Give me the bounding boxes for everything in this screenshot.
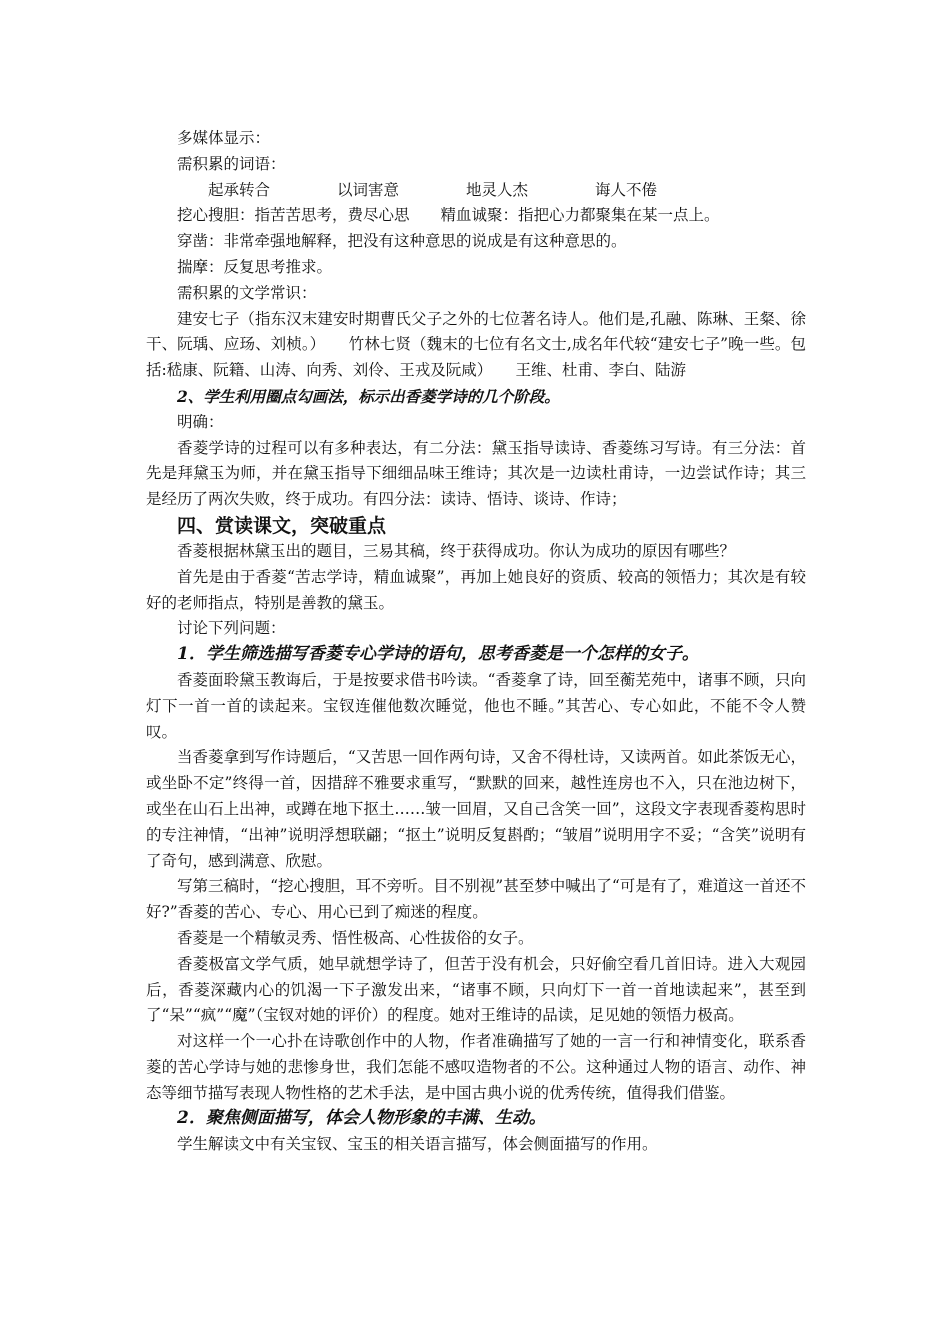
paragraph: 当香菱拿到写作诗题后，“又苦思一回作两句诗，又舍不得杜诗，又读两首。如此茶饭无心，或坐卧不定”终得一首，因措辞不雅要求重写，“默默的回来，越性连房也不入，只在池边树下，或坐在山石上出神，或蹲在地下抠土……皱一回眉，又自己含笑一回”，这段文字表现香菱构思时的专注神情，“出神”说明浮想联翩；“抠土”说明反复斟酌；“皱眉”说明用字不妥；“含笑”说明有了奇句，感到满意、欣慰。: [146, 748, 806, 870]
term: 起承转合: [208, 180, 271, 199]
paragraph: 挖心搜胆：指苦苦思考，费尽心思 精血诚聚：指把心力都聚集在某一点上。: [177, 206, 720, 225]
section-heading: 四、赏读课文，突破重点: [177, 514, 387, 537]
paragraph: 讨论下列问题：: [177, 619, 286, 638]
paragraph: 首先是由于香菱“苦志学诗，精血诚聚”，再加上她良好的资质、较高的领悟力；其次是有较好的老师指点，特别是善教的黛玉。: [146, 567, 806, 612]
paragraph: 香菱根据林黛玉出的题目，三易其稿，终于获得成功。你认为成功的原因有哪些？: [177, 541, 736, 560]
paragraph: 多媒体显示：: [177, 129, 271, 147]
term: 以词害意: [337, 180, 400, 199]
paragraph: 明确：: [177, 412, 224, 431]
paragraph: 对这样一个一心扑在诗歌创作中的人物，作者准确描写了她的一言一行和神情变化，联系香菱的苦心学诗与她的悲惨身世，我们怎能不感叹造物者的不公。这种通过人物的语言、动作、神态等细节描写表现人物性格的艺术手法，是中国古典小说的优秀传统，值得我们借鉴。: [146, 1032, 806, 1102]
term: 地灵人杰: [466, 180, 529, 199]
subheading: 2．聚焦侧面描写，体会人物形象的丰满、生动。: [177, 1108, 546, 1129]
paragraph: 写第三稿时，“挖心搜胆，耳不旁听。目不别视”甚至梦中喊出了“可是有了，难道这一首还不好?”香菱的苦心、专心、用心已到了痴迷的程度。: [146, 877, 806, 922]
paragraph: 香菱学诗的过程可以有多种表达，有二分法：黛玉指导读诗、香菱练习写诗。有三分法：首先是拜黛玉为师，并在黛玉指导下细细品味王维诗；其次是一边读杜甫诗，一边尝试作诗；其三是经历了两次失败，终于成功。有四分法：读诗、悟诗、谈诗、作诗；: [146, 438, 806, 509]
paragraph: 香菱面聆黛玉教诲后，于是按要求借书吟读。“香菱拿了诗，回至蘅芜苑中，诸事不顾，只向灯下一首一首的读起来。宝钗连催他数次睡觉，他也不睡。”其苦心、专心如此，不能不令人赞叹。: [146, 670, 806, 741]
paragraph: 揣摩：反复思考推求。: [177, 257, 333, 276]
paragraph: 需积累的词语：: [177, 154, 286, 173]
paragraph: 需积累的文学常识：: [177, 283, 317, 302]
vocab-terms: [146, 178, 806, 204]
paragraph: 穿凿：非常牵强地解释，把没有这种意思的说成是有这种意思的。: [177, 232, 627, 251]
paragraph: 香菱极富文学气质，她早就想学诗了，但苦于没有机会，只好偷空看几首旧诗。进入大观园后，香菱深藏内心的饥渴一下子激发出来，“诸事不顾，只向灯下一首一首地读起来”，甚至到了“呆”“疯”“魔”（宝钗对她的评价）的程度。她对王维诗的品读，足见她的领悟力极高。: [146, 954, 806, 1025]
term: 诲人不倦: [595, 180, 658, 199]
subheading: 2、学生利用圈点勾画法，标示出香菱学诗的几个阶段。: [177, 386, 560, 406]
paragraph: 学生解读文中有关宝钗、宝玉的相关语言描写，体会侧面描写的作用。: [177, 1135, 658, 1154]
paragraph: 建安七子（指东汉末建安时期曹氏父子之外的七位著名诗人。他们是,孔融、陈琳、王粲、徐干、阮瑀、应玚、刘桢。） 竹林七贤（魏末的七位有名文士,成名年代较“建安七子”晚一些。包括:嵇康、阮籍、山涛、向秀、刘伶、王戎及阮咸） 王维、杜甫、李白、陆游: [146, 309, 806, 380]
document-body: [146, 126, 806, 1158]
subheading: 1．学生筛选描写香菱专心学诗的语句，思考香菱是一个怎样的女子。: [177, 644, 699, 665]
paragraph: 香菱是一个精敏灵秀、悟性极高、心性拔俗的女子。: [177, 928, 534, 947]
